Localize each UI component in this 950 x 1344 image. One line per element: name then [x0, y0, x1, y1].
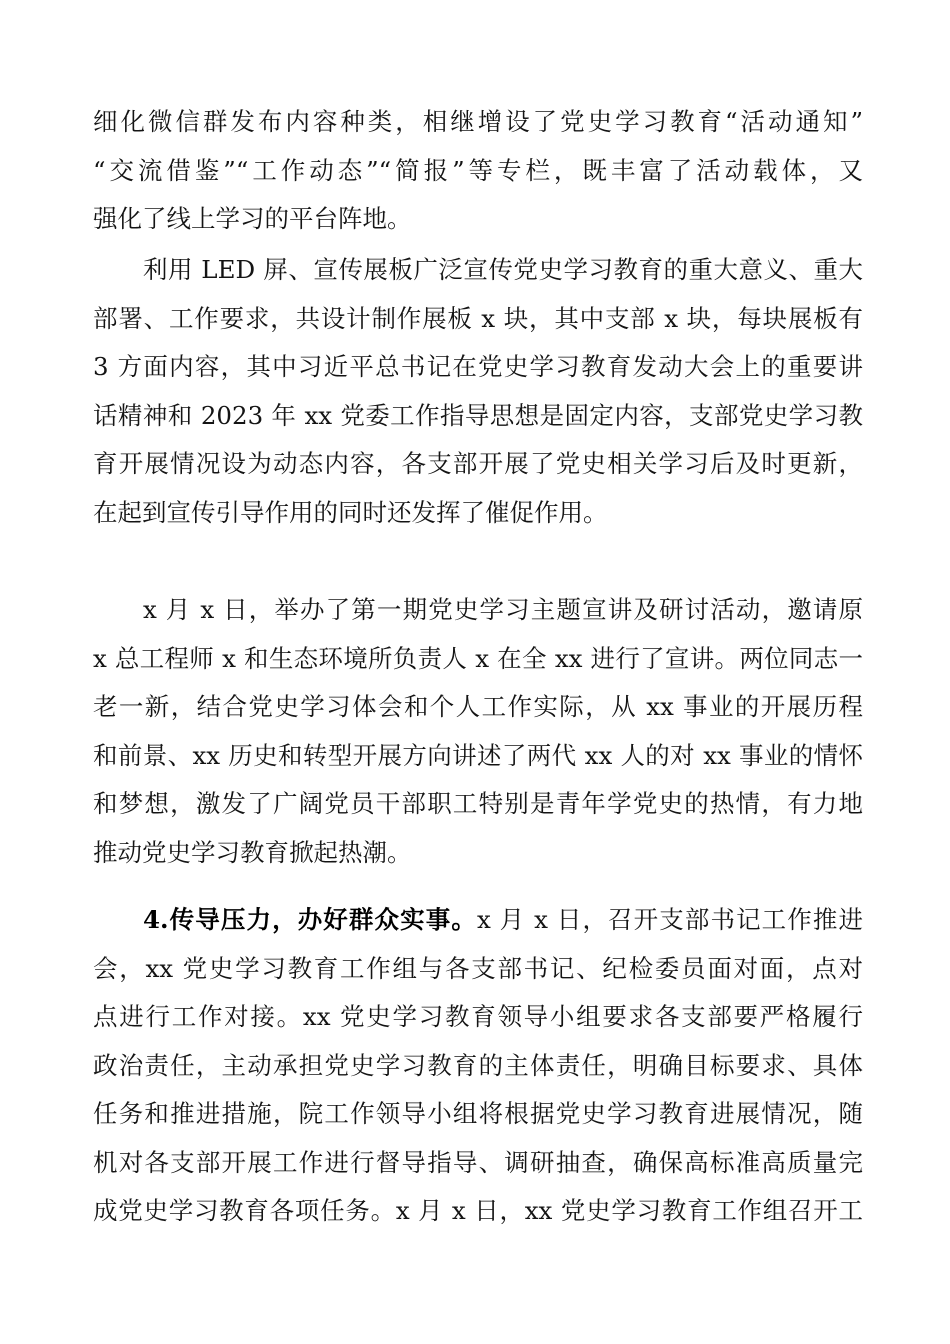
paragraph-1-line: 强化了线上学习的平台阵地。 [93, 204, 412, 233]
paragraph-1 [93, 98, 863, 244]
paragraph-3-line: 和梦想，激发了广阔党员干部职工特别是青年学党史的热情，有力地 [93, 789, 863, 818]
paragraph-4-line: 任务和推进措施，院工作领导小组将根据党史学习教育进展情况，随 [93, 1099, 863, 1128]
paragraph-4-line: 政治责任，主动承担党史学习教育的主体责任，明确目标要求、具体 [93, 1050, 863, 1080]
paragraph-4-first-line-rest: x 月 x 日，召开支部书记工作推进 [476, 905, 863, 934]
paragraph-2-line: 部署、工作要求，共设计制作展板 x 块，其中支部 x 块，每块展板有 [93, 303, 863, 333]
paragraph-2-line: 在起到宣传引导作用的同时还发挥了催促作用。 [93, 497, 608, 527]
paragraph-4-line: 会，xx 党史学习教育工作组与各支部书记、纪检委员面对面，点对 [93, 953, 863, 983]
paragraph-1-line: 细化微信群发布内容种类，相继增设了党史学习教育“活动通知” [93, 107, 863, 136]
paragraph-3-line: 推动党史学习教育掀起热潮。 [93, 837, 412, 867]
paragraph-3-line: 老一新，结合党史学习体会和个人工作实际，从 xx 事业的开展历程 [93, 692, 863, 721]
paragraph-2-line: 话精神和 2023 年 xx 党委工作指导思想是固定内容，支部党史学习教 [93, 400, 863, 430]
paragraph-4-line: 成党史学习教育各项任务。x 月 x 日，xx 党史学习教育工作组召开工 [93, 1196, 863, 1225]
paragraph-2 [93, 246, 863, 537]
section-heading: 4.传导压力，办好群众实事。 [143, 905, 477, 934]
paragraph-3 [93, 586, 863, 877]
paragraph-3-line: x 总工程师 x 和生态环境所负责人 x 在全 xx 进行了宣讲。两位同志一 [93, 643, 863, 673]
paragraph-4 [93, 896, 863, 1236]
paragraph-4-first-line [93, 896, 863, 945]
paragraph-3-line: 和前景、xx 历史和转型开展方向讲述了两代 xx 人的对 xx 事业的情怀 [93, 740, 863, 770]
paragraph-4-line: 点进行工作对接。xx 党史学习教育领导小组要求各支部要严格履行 [93, 1002, 863, 1031]
paragraph-2-line: 3 方面内容，其中习近平总书记在党史学习教育发动大会上的重要讲 [93, 352, 863, 381]
paragraph-3-line: x 月 x 日，举办了第一期党史学习主题宣讲及研讨活动，邀请原 [143, 595, 863, 624]
paragraph-2-line: 利用 LED 屏、宣传展板广泛宣传党史学习教育的重大意义、重大 [143, 255, 863, 284]
paragraph-4-line: 机对各支部开展工作进行督导指导、调研抽查，确保高标准高质量完 [93, 1147, 863, 1177]
paragraph-2-line: 育开展情况设为动态内容，各支部开展了党史相关学习后及时更新， [93, 449, 863, 478]
paragraph-1-line: “交流借鉴”“工作动态”“简报”等专栏，既丰富了活动载体，又 [93, 155, 863, 185]
